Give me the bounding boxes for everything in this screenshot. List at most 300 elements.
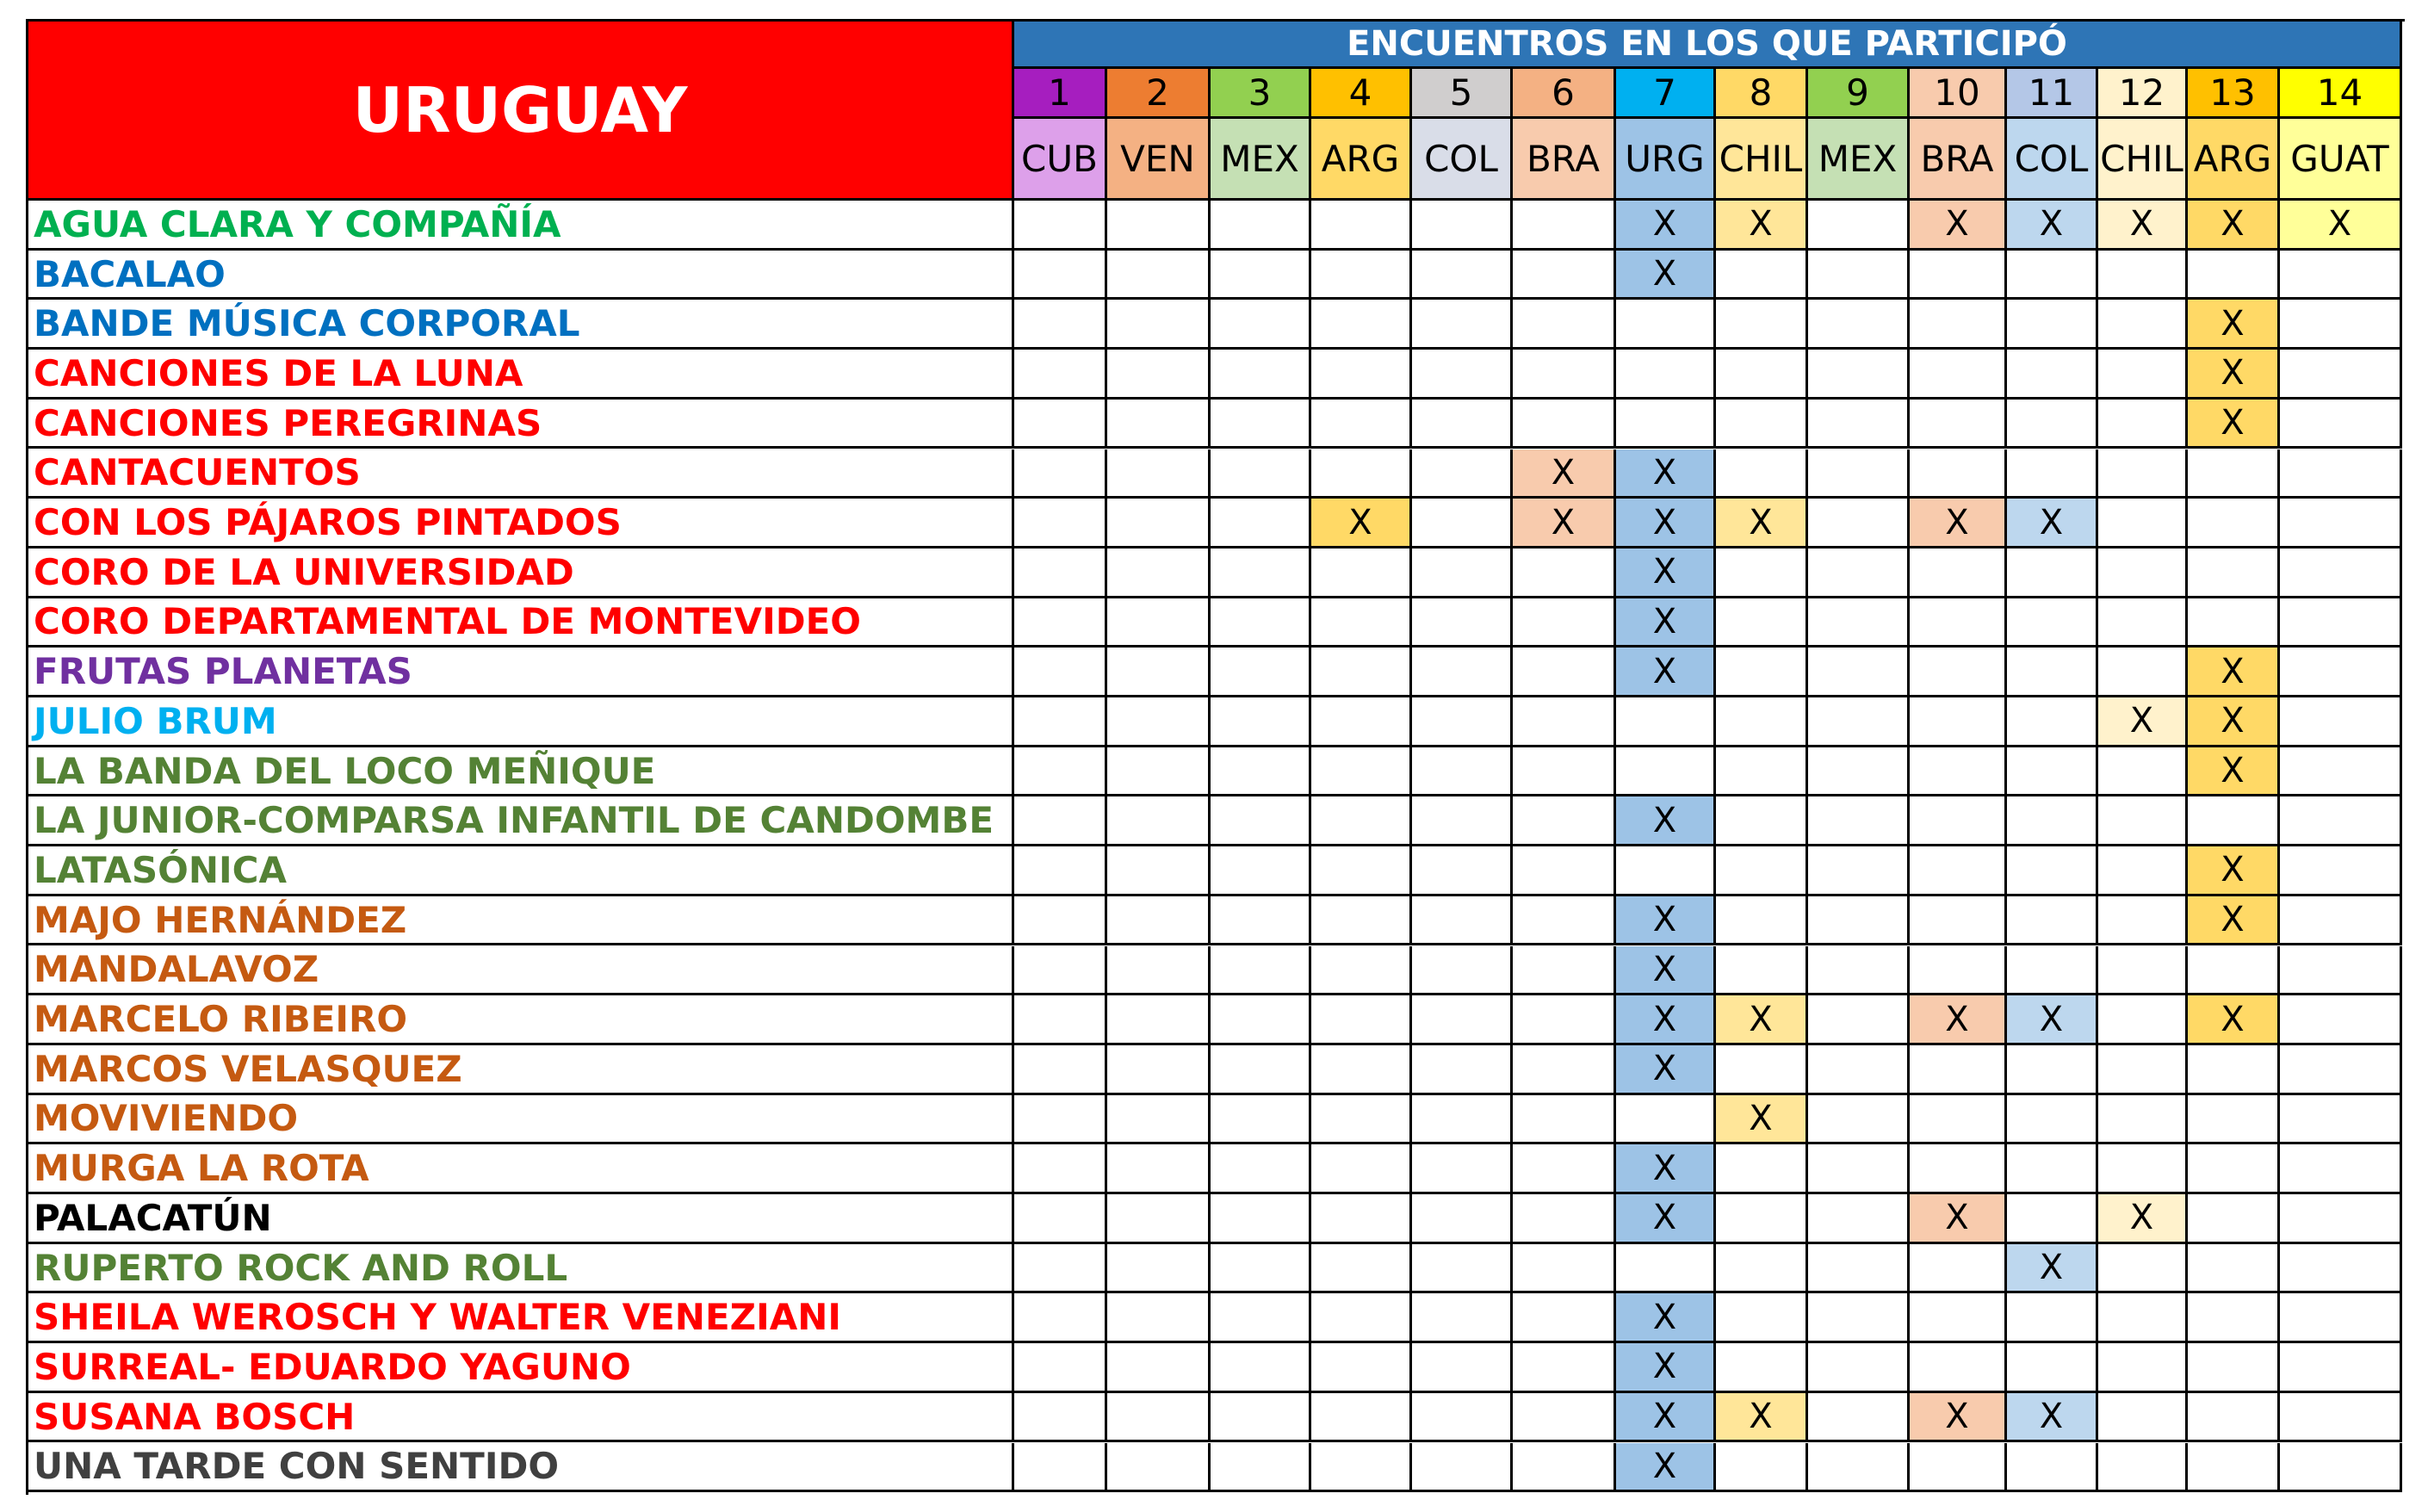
participation-cell: [1910, 1144, 2007, 1194]
participation-cell: [1716, 598, 1808, 648]
participation-cell: [1311, 747, 1412, 797]
encounter-country-code: COL: [2007, 119, 2098, 201]
participation-cell: [1014, 946, 1107, 996]
participation-cell: [1513, 1144, 1616, 1194]
participation-cell: [1107, 747, 1211, 797]
participation-cell: [1311, 1343, 1412, 1393]
encounter-country-code: GUAT: [2280, 119, 2402, 201]
participation-cell: [2098, 400, 2188, 449]
participation-cell: [1616, 201, 1716, 251]
participation-cell: [1412, 747, 1513, 797]
participation-cell: [2098, 747, 2188, 797]
encounter-number: 7: [1616, 69, 1716, 119]
participation-cell: [1616, 548, 1716, 598]
artist-name: MANDALAVOZ: [28, 946, 1014, 996]
participation-cell: [1311, 1194, 1412, 1244]
participation-cell: [1616, 251, 1716, 301]
encounter-number: 1: [1014, 69, 1107, 119]
participation-cell: [2280, 1293, 2402, 1343]
participation-cell: [2188, 1244, 2280, 1294]
participation-cell: [1211, 1293, 1311, 1343]
participation-cell: [1616, 300, 1716, 350]
participation-cell: [1716, 1343, 1808, 1393]
participation-cell: [1808, 1095, 1910, 1145]
participation-cell: [2188, 747, 2280, 797]
encounter-number: 14: [2280, 69, 2402, 119]
participation-cell: [1513, 300, 1616, 350]
participation-cell: [1412, 449, 1513, 499]
participation-cell: [1513, 1443, 1616, 1493]
participation-cell: [1910, 747, 2007, 797]
participation-mark: X: [1652, 900, 1677, 940]
participation-cell: [1311, 697, 1412, 747]
participation-cell: [1716, 449, 1808, 499]
participation-cell: [2098, 796, 2188, 846]
participation-cell: [1616, 499, 1716, 548]
participation-mark: X: [1652, 204, 1677, 245]
participation-cell: [1808, 946, 1910, 996]
participation-cell: [1412, 1045, 1513, 1095]
participation-cell: [2007, 796, 2098, 846]
participation-cell: [1211, 1144, 1311, 1194]
participation-cell: [2007, 598, 2098, 648]
participation-cell: [1808, 201, 1910, 251]
artist-name: CORO DE LA UNIVERSIDAD: [28, 548, 1014, 598]
participation-cell: [2188, 1045, 2280, 1095]
participation-cell: [1716, 747, 1808, 797]
participation-cell: [1808, 1194, 1910, 1244]
participation-mark: X: [2129, 204, 2154, 245]
artist-name: LA JUNIOR-COMPARSA INFANTIL DE CANDOMBE: [28, 796, 1014, 846]
participation-cell: [2280, 697, 2402, 747]
participation-cell: [1211, 598, 1311, 648]
participation-cell: [1211, 995, 1311, 1045]
participation-cell: [2098, 449, 2188, 499]
participation-cell: [2007, 995, 2098, 1045]
participation-cell: [1211, 1045, 1311, 1095]
participation-cell: [1412, 1343, 1513, 1393]
participation-cell: [1412, 400, 1513, 449]
participation-cell: [1616, 1443, 1716, 1493]
participation-cell: [1014, 648, 1107, 697]
participation-cell: [1412, 1393, 1513, 1443]
participation-cell: [2280, 598, 2402, 648]
participation-cell: [1412, 1244, 1513, 1294]
participation-cell: [1412, 1095, 1513, 1145]
encounter-country-code: CUB: [1014, 119, 1107, 201]
artist-name: SURREAL- EDUARDO YAGUNO: [28, 1343, 1014, 1393]
participation-cell: [1211, 747, 1311, 797]
participation-cell: [1014, 846, 1107, 896]
participation-cell: [2007, 846, 2098, 896]
participation-mark: X: [2129, 1198, 2154, 1238]
participation-cell: [1311, 648, 1412, 697]
participation-cell: [2007, 1343, 2098, 1393]
participation-cell: [2280, 251, 2402, 301]
participation-cell: [2280, 846, 2402, 896]
participation-mark: X: [1348, 502, 1372, 542]
participation-cell: [2098, 946, 2188, 996]
participation-cell: [2098, 995, 2188, 1045]
participation-cell: [1513, 1095, 1616, 1145]
participation-cell: [1513, 201, 1616, 251]
participation-cell: [1616, 1095, 1716, 1145]
participation-cell: [1808, 1393, 1910, 1443]
participation-cell: [1910, 598, 2007, 648]
participation-cell: [2007, 350, 2098, 400]
participation-cell: [1808, 300, 1910, 350]
participation-cell: [2280, 548, 2402, 598]
participation-cell: [1716, 548, 1808, 598]
participation-cell: [1107, 946, 1211, 996]
participation-cell: [1616, 747, 1716, 797]
participation-cell: [1412, 1293, 1513, 1343]
participation-cell: [2007, 499, 2098, 548]
participation-cell: [2188, 449, 2280, 499]
participation-cell: [1014, 1095, 1107, 1145]
participation-cell: [1910, 300, 2007, 350]
participation-cell: [1910, 846, 2007, 896]
participation-cell: [1412, 499, 1513, 548]
participation-cell: [1716, 1293, 1808, 1343]
participation-cell: [1311, 1244, 1412, 1294]
participation-cell: [1513, 1393, 1616, 1443]
participation-cell: [2188, 548, 2280, 598]
country-title: URUGUAY: [28, 22, 1014, 201]
participation-mark: X: [1652, 800, 1677, 840]
participation-cell: [1107, 1194, 1211, 1244]
participation-cell: [2098, 1393, 2188, 1443]
participation-mark: X: [1652, 1198, 1677, 1238]
encounters-header: ENCUENTROS EN LOS QUE PARTICIPÓ: [1014, 22, 2402, 69]
participation-cell: [2098, 1095, 2188, 1145]
participation-cell: [1211, 300, 1311, 350]
participation-mark: X: [1652, 949, 1677, 989]
participation-cell: [2007, 1293, 2098, 1343]
participation-cell: [1808, 449, 1910, 499]
participation-cell: [2280, 1095, 2402, 1145]
participation-cell: [2188, 1095, 2280, 1145]
participation-cell: [1107, 846, 1211, 896]
participation-cell: [1616, 1194, 1716, 1244]
participation-cell: [2280, 350, 2402, 400]
participation-cell: [1910, 1095, 2007, 1145]
participation-cell: [1014, 1144, 1107, 1194]
participation-mark: X: [1551, 502, 1576, 542]
encounter-country-code: COL: [1412, 119, 1513, 201]
participation-mark: X: [1749, 1098, 1773, 1138]
participation-cell: [1716, 251, 1808, 301]
artist-name: AGUA CLARA Y COMPAÑÍA: [28, 201, 1014, 251]
participation-cell: [1211, 697, 1311, 747]
participation-cell: [2188, 300, 2280, 350]
participation-cell: [1616, 1343, 1716, 1393]
participation-cell: [1716, 350, 1808, 400]
participation-cell: [1616, 598, 1716, 648]
participation-cell: [1513, 1244, 1616, 1294]
participation-cell: [1311, 1144, 1412, 1194]
encounter-country-code: MEX: [1211, 119, 1311, 201]
participation-cell: [2098, 201, 2188, 251]
encounter-number: 13: [2188, 69, 2280, 119]
participation-cell: [1412, 846, 1513, 896]
participation-cell: [1513, 946, 1616, 996]
participation-cell: [1311, 300, 1412, 350]
participation-cell: [1211, 1244, 1311, 1294]
participation-cell: [2098, 350, 2188, 400]
encounter-country-code: BRA: [1513, 119, 1616, 201]
participation-mark: X: [1551, 452, 1576, 493]
participation-cell: [1910, 1393, 2007, 1443]
encounter-country-code: MEX: [1808, 119, 1910, 201]
artist-name: BACALAO: [28, 251, 1014, 301]
participation-cell: [2188, 201, 2280, 251]
participation-cell: [1412, 995, 1513, 1045]
participation-cell: [1311, 1045, 1412, 1095]
participation-cell: [1412, 1443, 1513, 1493]
participation-cell: [1808, 1244, 1910, 1294]
participation-cell: [1311, 350, 1412, 400]
participation-cell: [1412, 946, 1513, 996]
participation-mark: X: [1652, 552, 1677, 592]
participation-mark: X: [1749, 502, 1773, 542]
participation-mark: X: [1652, 601, 1677, 641]
participation-cell: [1311, 1393, 1412, 1443]
participation-cell: [1910, 400, 2007, 449]
participation-cell: [2098, 1045, 2188, 1095]
participation-cell: [1412, 1194, 1513, 1244]
encounter-country-code: BRA: [1910, 119, 2007, 201]
participation-cell: [1311, 896, 1412, 946]
participation-cell: [1211, 946, 1311, 996]
participation-cell: [1910, 896, 2007, 946]
artist-name: RUPERTO ROCK AND ROLL: [28, 1244, 1014, 1294]
participation-cell: [1107, 995, 1211, 1045]
participation-cell: [1107, 896, 1211, 946]
participation-cell: [1808, 1045, 1910, 1095]
participation-cell: [1808, 1443, 1910, 1493]
participation-cell: [1107, 300, 1211, 350]
participation-cell: [2280, 796, 2402, 846]
participation-cell: [2188, 598, 2280, 648]
participation-mark: X: [1945, 1397, 1969, 1437]
participation-cell: [2007, 648, 2098, 697]
participation-cell: [1311, 598, 1412, 648]
participation-cell: [1716, 201, 1808, 251]
participation-cell: [1014, 697, 1107, 747]
encounter-country-code: ARG: [2188, 119, 2280, 201]
participation-cell: [1513, 350, 1616, 400]
artist-name: MOVIVIENDO: [28, 1095, 1014, 1145]
participation-cell: [1716, 499, 1808, 548]
participation-cell: [2280, 1393, 2402, 1443]
participation-cell: [1107, 1443, 1211, 1493]
participation-cell: [1211, 1194, 1311, 1244]
encounter-number: 3: [1211, 69, 1311, 119]
participation-cell: [1311, 995, 1412, 1045]
participation-cell: [1107, 400, 1211, 449]
participation-cell: [2188, 1293, 2280, 1343]
participation-cell: [1513, 1045, 1616, 1095]
participation-cell: [1107, 1393, 1211, 1443]
participation-cell: [1910, 201, 2007, 251]
encounter-country-code: CHIL: [1716, 119, 1808, 201]
participation-mark: X: [1652, 1347, 1677, 1387]
encounter-number: 5: [1412, 69, 1513, 119]
participation-cell: [1808, 598, 1910, 648]
participation-cell: [1412, 201, 1513, 251]
participation-cell: [1412, 1144, 1513, 1194]
participation-mark: X: [2221, 353, 2245, 393]
participation-cell: [1808, 350, 1910, 400]
participation-cell: [2098, 1293, 2188, 1343]
participation-mark: X: [1652, 651, 1677, 691]
participation-cell: [1412, 251, 1513, 301]
participation-cell: [2280, 747, 2402, 797]
participation-cell: [2188, 697, 2280, 747]
participation-cell: [2007, 449, 2098, 499]
participation-cell: [1616, 400, 1716, 449]
participation-cell: [1616, 1293, 1716, 1343]
participation-mark: X: [1945, 999, 1969, 1039]
participation-cell: [1513, 846, 1616, 896]
artist-name: MAJO HERNÁNDEZ: [28, 896, 1014, 946]
participation-mark: X: [2221, 701, 2245, 741]
participation-cell: [2007, 1194, 2098, 1244]
participation-cell: [2188, 896, 2280, 946]
artist-name: CANTACUENTOS: [28, 449, 1014, 499]
participation-mark: X: [2221, 303, 2245, 344]
participation-cell: [1014, 251, 1107, 301]
participation-cell: [2280, 648, 2402, 697]
participation-cell: [1910, 1194, 2007, 1244]
participation-cell: [2098, 697, 2188, 747]
artist-name: CORO DEPARTAMENTAL DE MONTEVIDEO: [28, 598, 1014, 648]
participation-cell: [2188, 995, 2280, 1045]
participation-cell: [1211, 201, 1311, 251]
participation-cell: [1808, 796, 1910, 846]
artist-name: UNA TARDE CON SENTIDO: [28, 1443, 1014, 1493]
participation-cell: [1808, 251, 1910, 301]
participation-mark: X: [1652, 502, 1677, 542]
participation-mark: X: [1749, 999, 1773, 1039]
participation-mark: X: [2129, 701, 2154, 741]
artist-name: BANDE MÚSICA CORPORAL: [28, 300, 1014, 350]
participation-cell: [1513, 1293, 1616, 1343]
participation-cell: [1616, 1144, 1716, 1194]
participation-cell: [1311, 251, 1412, 301]
participation-cell: [1014, 300, 1107, 350]
participation-cell: [2098, 548, 2188, 598]
artist-name: LA BANDA DEL LOCO MEÑIQUE: [28, 747, 1014, 797]
participation-cell: [2188, 400, 2280, 449]
participation-cell: [1808, 1343, 1910, 1393]
participation-cell: [1716, 1244, 1808, 1294]
participation-cell: [1808, 747, 1910, 797]
participation-mark: X: [1652, 1049, 1677, 1089]
participation-mark: X: [2221, 999, 2245, 1039]
participation-mark: X: [1945, 1198, 1969, 1238]
participation-cell: [2098, 1343, 2188, 1393]
participation-cell: [1513, 1194, 1616, 1244]
participation-cell: [1014, 1443, 1107, 1493]
participation-cell: [1910, 1244, 2007, 1294]
participation-cell: [2098, 1194, 2188, 1244]
participation-cell: [2188, 796, 2280, 846]
participation-cell: [1211, 499, 1311, 548]
participation-cell: [1513, 648, 1616, 697]
participation-cell: [1211, 846, 1311, 896]
encounter-country-code: CHIL: [2098, 119, 2188, 201]
participation-cell: [1211, 648, 1311, 697]
participation-cell: [1716, 1095, 1808, 1145]
participation-cell: [1107, 449, 1211, 499]
participation-cell: [2188, 350, 2280, 400]
participation-cell: [1211, 449, 1311, 499]
artist-name: MARCELO RIBEIRO: [28, 995, 1014, 1045]
participation-cell: [1107, 1343, 1211, 1393]
participation-cell: [1716, 1194, 1808, 1244]
participation-cell: [1211, 1443, 1311, 1493]
participation-cell: [1107, 201, 1211, 251]
participation-cell: [2280, 1144, 2402, 1194]
participation-cell: [1107, 598, 1211, 648]
participation-mark: X: [1652, 1148, 1677, 1188]
participation-mark: X: [2221, 403, 2245, 443]
participation-cell: [1014, 747, 1107, 797]
participation-cell: [1716, 946, 1808, 996]
artist-name: JULIO BRUM: [28, 697, 1014, 747]
participation-cell: [1808, 846, 1910, 896]
participation-cell: [2188, 499, 2280, 548]
participation-cell: [1910, 548, 2007, 598]
participation-cell: [1716, 896, 1808, 946]
participation-cell: [1014, 548, 1107, 598]
participation-cell: [1616, 449, 1716, 499]
participation-cell: [2280, 400, 2402, 449]
artist-name: PALACATÚN: [28, 1194, 1014, 1244]
participation-cell: [1910, 697, 2007, 747]
participation-cell: [2007, 1144, 2098, 1194]
participation-cell: [1311, 1095, 1412, 1145]
encounter-number: 2: [1107, 69, 1211, 119]
participation-cell: [1616, 846, 1716, 896]
participation-cell: [2098, 896, 2188, 946]
participation-cell: [1910, 1045, 2007, 1095]
artist-name: SHEILA WEROSCH Y WALTER VENEZIANI: [28, 1293, 1014, 1343]
participation-mark: X: [2039, 204, 2064, 245]
participation-cell: [1808, 1144, 1910, 1194]
participation-cell: [1513, 548, 1616, 598]
participation-cell: [1311, 1443, 1412, 1493]
participation-cell: [1910, 499, 2007, 548]
participation-cell: [2098, 1144, 2188, 1194]
participation-cell: [1910, 1343, 2007, 1393]
participation-cell: [1808, 648, 1910, 697]
artist-name: CANCIONES DE LA LUNA: [28, 350, 1014, 400]
participation-cell: [1716, 846, 1808, 896]
participation-cell: [1211, 1343, 1311, 1393]
participation-cell: [2098, 648, 2188, 697]
participation-cell: [1910, 251, 2007, 301]
participation-mark: X: [1652, 1446, 1677, 1486]
participation-cell: [2098, 300, 2188, 350]
encounter-number: 8: [1716, 69, 1808, 119]
participation-cell: [1107, 251, 1211, 301]
participation-cell: [2007, 1045, 2098, 1095]
participation-cell: [1716, 1443, 1808, 1493]
participation-cell: [1107, 1244, 1211, 1294]
